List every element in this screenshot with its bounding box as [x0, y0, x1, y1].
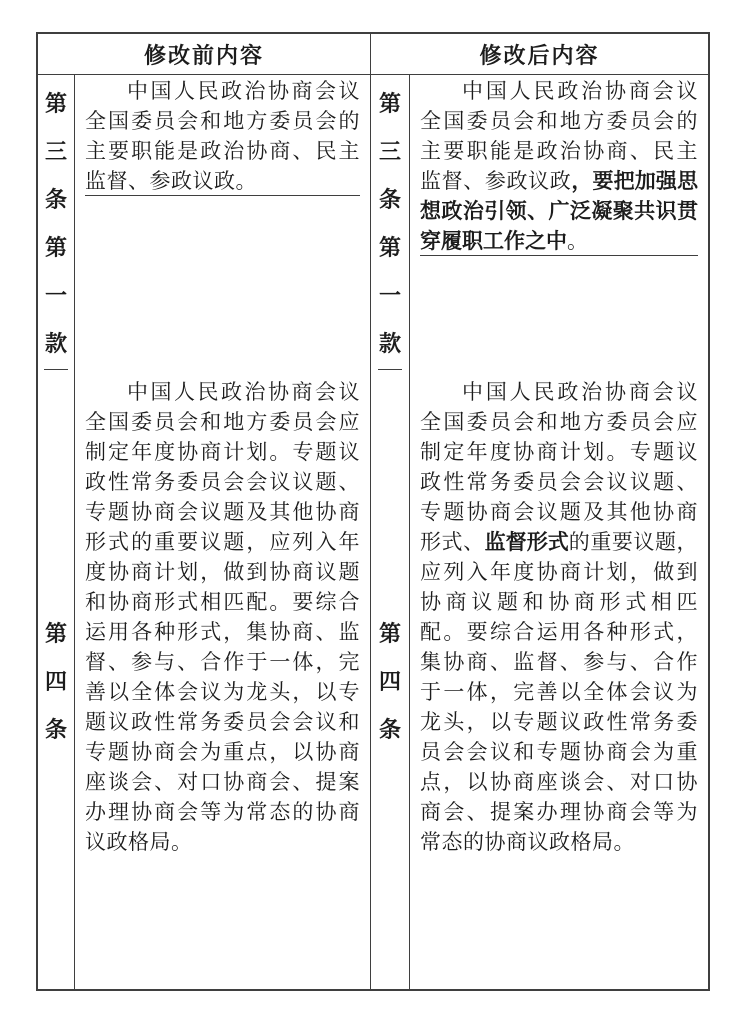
- row2-article-label-after: [371, 376, 410, 989]
- row2-article-label-before: [38, 376, 75, 989]
- row1-after-text: 中国人民政治协商会议全国委员会和地方委员会的主要职能是政治协商、民主监督、参政议政: [420, 79, 698, 193]
- row2-after-post-text: 的重要议题，应列入年度协商计划，做到协商议题和协商形式相匹配。要综合运用各种形式，集协商、监督、参与、合作于一体，完善以全体会议为龙头，以专题议政性常务委员会会议和专题协商会为重点，以协商座谈会、对口协商会、提案办理协商会等为常态的协商议政格局。: [420, 530, 699, 854]
- row1-content-after: [410, 75, 708, 376]
- row2-after-paragraph: [420, 376, 698, 856]
- column-header-before: [38, 34, 371, 75]
- article-number-vertical-text: 第四条: [378, 621, 401, 743]
- row2-content-before: [75, 376, 371, 989]
- row2-after-amendment-bold-text: 监督形式: [484, 530, 569, 554]
- article-number-vertical-text: 第三条第一款: [378, 81, 401, 370]
- row2-content-after: [410, 376, 708, 989]
- row1-before-paragraph: [85, 75, 360, 196]
- article-number-vertical-text: 第三条第一款: [44, 81, 67, 370]
- article-number-vertical-text: 第四条: [44, 621, 67, 743]
- row1-after-paragraph: [420, 75, 698, 256]
- row2-before-text: 中国人民政治协商会议全国委员会和地方委员会应制定年度协商计划。专题议政性常务委员会会议议题、专题协商会议题及其他协商形式的重要议题，应列入年度协商计划，做到协商议题和协商形式相匹配。要综合运用各种形式，集协商、监督、参与、合作于一体，完善以全体会议为龙头，以专题议政性常务委员会会议和专题协商会为重点，以协商座谈会、对口协商会、提案办理协商会等为常态的协商议政格局。: [85, 380, 360, 854]
- column-header-before-label: 修改前内容: [143, 43, 264, 69]
- row1-after-amendment-bold-text: ，要把加强思想政治引领、广泛凝聚共识贯穿履职工作之中: [420, 169, 698, 253]
- row1-before-text: 中国人民政治协商会议全国委员会和地方委员会的主要职能是政治协商、民主监督、参政议政。: [85, 79, 360, 193]
- column-header-after-label: 修改后内容: [479, 43, 600, 69]
- column-header-after: [371, 34, 708, 75]
- amendment-comparison-table: [36, 32, 710, 991]
- row1-after-post-text: 。: [567, 229, 589, 253]
- row1-article-label-before: [38, 75, 75, 376]
- row2-before-paragraph: [85, 376, 360, 856]
- row2-after-text: 中国人民政治协商会议全国委员会和地方委员会应制定年度协商计划。专题议政性常务委员会会议议题、专题协商会议题及其他协商形式、: [420, 380, 698, 554]
- row1-article-label-after: [371, 75, 410, 376]
- row1-content-before: [75, 75, 371, 376]
